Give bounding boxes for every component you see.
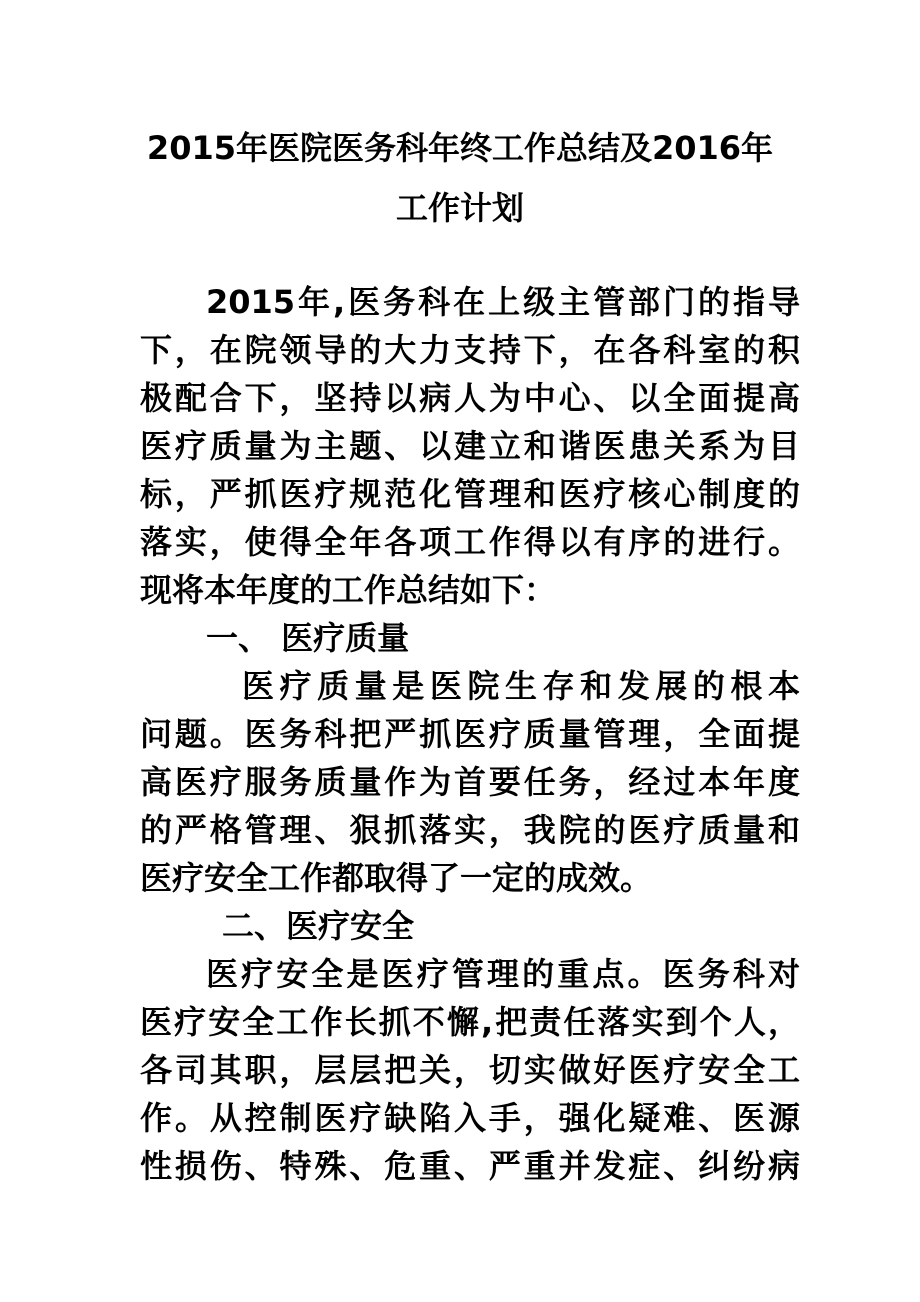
paragraph-line: 医疗安全是医疗管理的重点。医务科对 xyxy=(206,955,800,993)
section-heading-safety: 二、医疗安全 xyxy=(222,907,415,945)
paragraph-line: 医疗质量为主题、以建立和谐医患关系为目 xyxy=(140,427,800,465)
paragraph-line: 2015年,医务科在上级主管部门的指导 xyxy=(206,283,800,321)
section-heading-quality: 一、 医疗质量 xyxy=(206,619,410,657)
paragraph-line: 标，严抓医疗规范化管理和医疗核心制度的 xyxy=(140,475,800,513)
paragraph-line: 医疗安全工作都取得了一定的成效。 xyxy=(140,859,653,897)
paragraph-line: 性损伤、特殊、危重、严重并发症、纠纷病 xyxy=(140,1147,800,1185)
paragraph-line: 作。从控制医疗缺陷入手，强化疑难、医源 xyxy=(140,1099,800,1137)
paragraph-line: 现将本年度的工作总结如下： xyxy=(140,571,557,609)
paragraph-line: 医疗安全工作长抓不懈,把责任落实到个人， xyxy=(140,1003,800,1041)
document-title-line-2: 工作计划 xyxy=(395,189,524,227)
paragraph-line: 高医疗服务质量作为首要任务，经过本年度 xyxy=(140,763,800,801)
document-title-line-1: 2015年医院医务科年终工作总结及2016年 xyxy=(146,129,774,167)
paragraph-line: 的严格管理、狠抓落实，我院的医疗质量和 xyxy=(140,811,800,849)
paragraph-line: 落实，使得全年各项工作得以有序的进行。 xyxy=(140,523,800,561)
paragraph-line: 各司其职，层层把关，切实做好医疗安全工 xyxy=(140,1051,800,1089)
paragraph-line: 极配合下，坚持以病人为中心、以全面提高 xyxy=(140,379,800,417)
paragraph-line: 下，在院领导的大力支持下，在各科室的积 xyxy=(140,331,800,369)
document-body xyxy=(140,278,800,1190)
paragraph-line: 医疗质量是医院生存和发展的根本 xyxy=(242,667,800,705)
paragraph-line: 问题。医务科把严抓医疗质量管理，全面提 xyxy=(140,715,800,753)
